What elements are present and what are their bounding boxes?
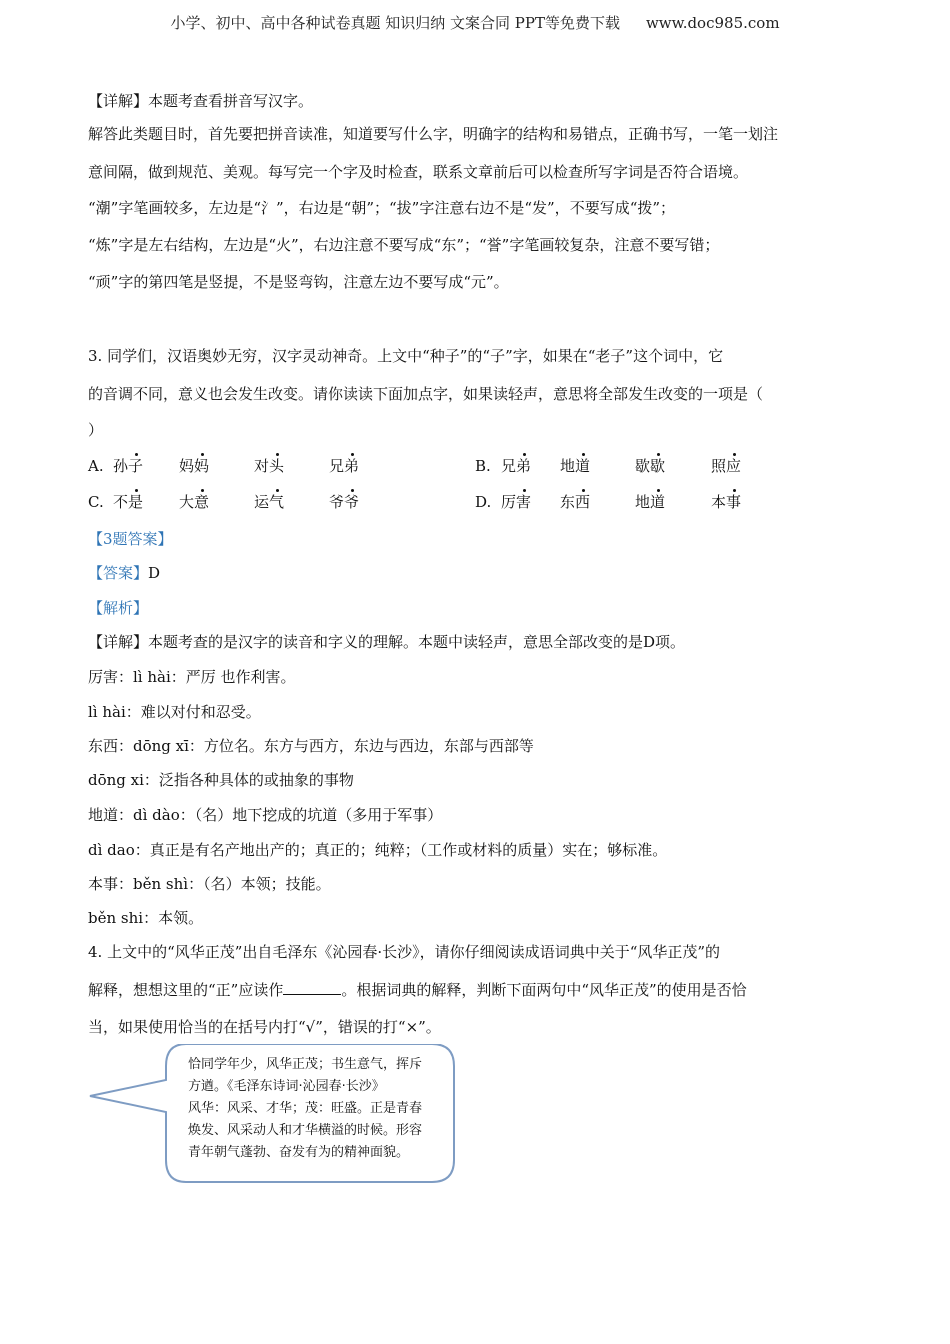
option-letter: A. xyxy=(88,457,104,475)
question3-stem: 3. 同学们，汉语奥妙无穷，汉字灵动神奇。上文中“种子”的“子”字，如果在“老子”这个词中，它 xyxy=(88,347,724,365)
section2-line: “顽”字的第四笔是竖提，不是竖弯钩，注意左边不要写成“元”。 xyxy=(88,273,509,291)
bubble-line: 方遒。《毛泽东诗词·沁园春·长沙》 xyxy=(188,1079,385,1094)
section2-line: “潮”字笔画较多，左边是“氵”，右边是“朝”；“拔”字注意右边不是“发”，不要写成“拨”； xyxy=(88,199,676,217)
dotted-char: 道 xyxy=(575,457,591,475)
answer-line xyxy=(88,563,160,583)
option-word: 对头 xyxy=(254,457,285,475)
explanation-line: 厉害：lì hài：严厉 也作利害。 xyxy=(88,668,296,686)
option-word: 本事 xyxy=(711,493,742,511)
dotted-char: 道 xyxy=(650,493,666,511)
analysis-label: 【解析】 xyxy=(88,599,149,617)
bubble-line: 焕发、风采动人和才华横溢的时候。形容 xyxy=(188,1123,423,1138)
dotted-char: 弟 xyxy=(344,457,360,475)
dotted-char: 妈 xyxy=(194,457,210,475)
answer-blank[interactable] xyxy=(283,980,341,995)
section2-line: 意间隔，做到规范、美观。每写完一个字及时检查，联系文章前后可以检查所写字词是否符合语境。 xyxy=(88,163,749,181)
option-word: 运气 xyxy=(254,493,285,511)
option-word: 东西 xyxy=(560,493,591,511)
dotted-char: 头 xyxy=(269,457,285,475)
dotted-char: 子 xyxy=(128,457,144,475)
dotted-char: 歇 xyxy=(650,457,666,475)
option-word: 兄弟 xyxy=(501,457,532,475)
option-word: 爷爷 xyxy=(329,493,360,511)
bubble-text xyxy=(188,1054,446,1164)
option-word: 地道 xyxy=(635,493,666,511)
header-site-link[interactable]: www.doc985.com xyxy=(645,14,780,32)
dotted-char: 弟 xyxy=(516,457,532,475)
dotted-char: 应 xyxy=(726,457,742,475)
header-title: 小学、初中、高中各种试卷真题 知识归纳 文案合同 PPT等免费下载 xyxy=(170,14,620,32)
explanation-line: dōng xi：泛指各种具体的或抽象的事物 xyxy=(88,771,354,789)
option-word: 大意 xyxy=(179,493,210,511)
question3-detail xyxy=(88,632,685,652)
option-word: 不是 xyxy=(113,493,144,511)
answer-header: 【3题答案】 xyxy=(88,530,173,548)
detail-label: 【详解】 xyxy=(88,92,149,110)
question4-stem: 解释，想想这里的“正”应读作 。根据词典的解释，判断下面两句中“风华正茂”的使用是否恰 xyxy=(88,981,747,999)
dotted-char: 西 xyxy=(575,493,591,511)
option-word: 照应 xyxy=(711,457,742,475)
page-header xyxy=(0,12,950,33)
dotted-char: 害 xyxy=(516,493,532,511)
option-word: 孙子 xyxy=(113,457,144,475)
question3-stem: 的音调不同，意义也会发生改变。请你读读下面加点字，如果读轻声，意思将全部发生改变的一项是（ xyxy=(88,385,764,403)
explanation-line: 东西：dōng xī：方位名。东方与西方，东边与西边，东部与西部等 xyxy=(88,737,534,755)
answer-value: D xyxy=(148,564,161,582)
bubble-line: 恰同学年少，风华正茂；书生意气，挥斥 xyxy=(188,1057,423,1072)
explanation-line: lì hài：难以对付和忍受。 xyxy=(88,703,261,721)
question4-stem: 当，如果使用恰当的在括号内打“√”，错误的打“×”。 xyxy=(88,1018,441,1036)
explanation-line: 地道：dì dào：（名）地下挖成的坑道（多用于军事） xyxy=(88,806,443,824)
dotted-char: 气 xyxy=(269,493,285,511)
detail-label: 【详解】 xyxy=(88,633,149,651)
explanation-line: 本事：běn shì：（名）本领；技能。 xyxy=(88,875,331,893)
dotted-char: 是 xyxy=(128,493,144,511)
option-word: 妈妈 xyxy=(179,457,210,475)
dotted-char: 事 xyxy=(726,493,742,511)
section2-detail xyxy=(88,91,313,111)
option-word: 歇歇 xyxy=(635,457,666,475)
option-letter: D. xyxy=(475,493,492,511)
option-word: 地道 xyxy=(560,457,591,475)
option-letter: B. xyxy=(475,457,491,475)
section2-line: 解答此类题目时，首先要把拼音读准，知道要写什么字，明确字的结构和易错点，正确书写，一笔一划注 xyxy=(88,125,779,143)
detail-intro: 本题考查的是汉字的读音和字义的理解。本题中读轻声，意思全部改变的是D项。 xyxy=(148,633,686,651)
dotted-char: 爷 xyxy=(344,493,360,511)
answer-label: 【答案】 xyxy=(88,564,149,582)
question3-stem: ） xyxy=(88,421,104,439)
question4-stem: 4. 上文中的“风华正茂”出自毛泽东《沁园春·长沙》，请你仔细阅读成语词典中关于“风华正茂”的 xyxy=(88,943,721,961)
detail-intro: 本题考查看拼音写汉字。 xyxy=(148,92,314,110)
option-word: 兄弟 xyxy=(329,457,360,475)
explanation-line: běn shi：本领。 xyxy=(88,909,204,927)
section2-line: “炼”字是左右结构，左边是“火”，右边注意不要写成“东”；“誉”字笔画较复杂，注意不要写错； xyxy=(88,236,720,254)
option-letter: C. xyxy=(88,493,104,511)
explanation-line: dì dao：真正是有名产地出产的；真正的；纯粹；（工作或材料的质量）实在；够标准。 xyxy=(88,841,668,859)
dotted-char: 意 xyxy=(194,493,210,511)
option-word: 厉害 xyxy=(501,493,532,511)
bubble-line: 风华：风采、才华；茂：旺盛。正是青春 xyxy=(188,1101,423,1116)
bubble-line: 青年朝气蓬勃、奋发有为的精神面貌。 xyxy=(188,1145,410,1160)
